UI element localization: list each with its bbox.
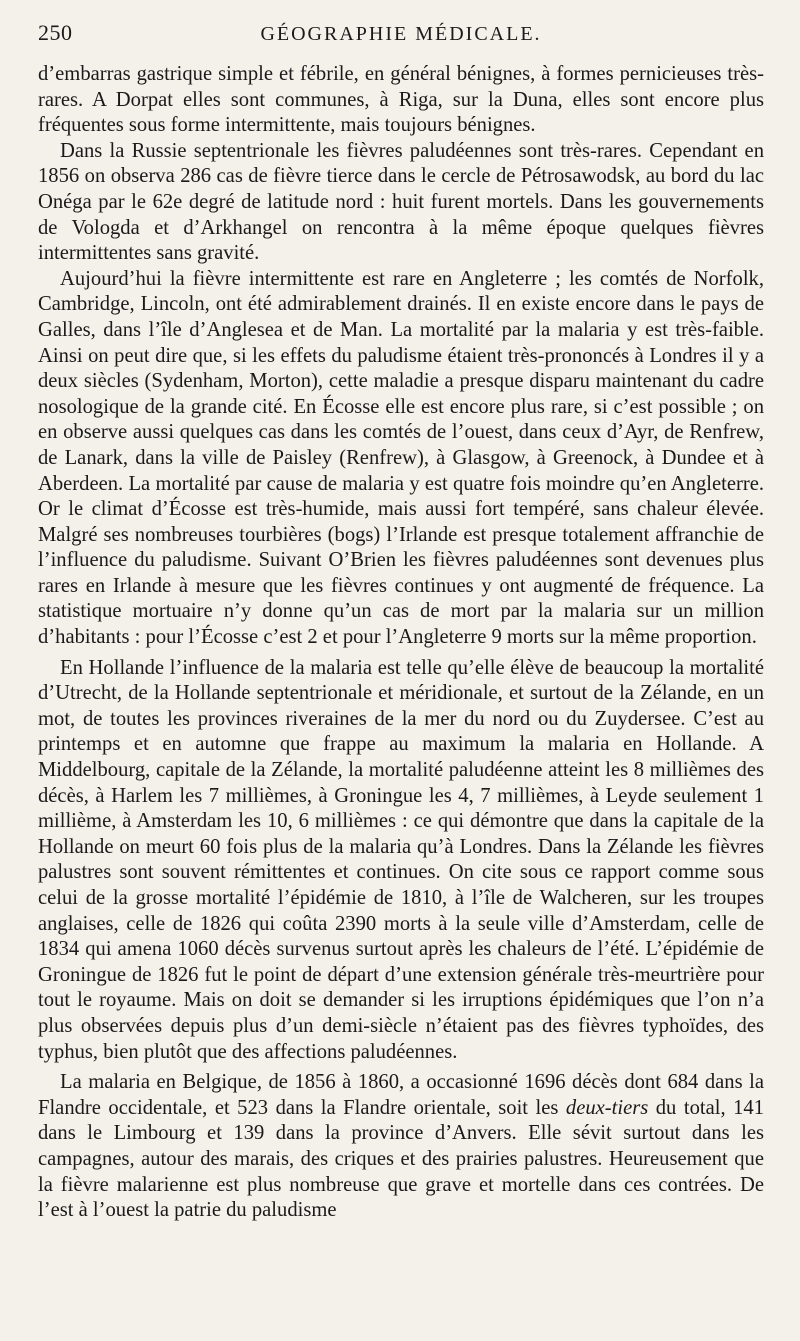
- paragraph-belgium: [38, 1070, 764, 1224]
- page-number: 250: [38, 20, 73, 45]
- belgium-italic-term: deux-tiers: [565, 1096, 649, 1119]
- running-title: GÉOGRAPHIE MÉDICALE.: [260, 23, 542, 45]
- paragraph-holland: En Hollande l’influence de la malaria est telle qu’elle élève de beaucoup la mortalité d’Utrecht, de la Hollande septentrionale et méridionale, et surtout de la Zélande, en un mot, de toutes les provinces riveraines de la mer du nord ou du Zuydersee. C’est au printemps et en automne que frappe au maximum la malaria en Hollande. A Middelbourg, capitale de la Zélande, la mortalité paludéenne atteint les 8 millièmes des décès, à Harlem les 7 millièmes, à Groningue les 4, 7 millièmes, à Leyde seulement 1 millième, à Amsterdam les 10, 6 millièmes : ce qui démontre que dans la capitale de la Hollande on meurt 60 fois plus de la malaria qu’à Londres. Dans la Zélande les fièvres palustres sont souvent rémittentes et continues. On cite sous ce rapport comme sous celui de la grosse mortalité l’épidémie de 1810, à l’île de Walcheren, sur les troupes anglaises, celle de 1826 qui coûta 2390 morts à la seule ville d’Amsterdam, celle de 1834 qui amena 1060 décès survenus surtout après les chaleurs de l’été. L’épidémie de Groningue de 1826 fut le point de départ d’une extension générale très-meurtrière pour tout le royaume. Mais on doit se demander si les irruptions épidémiques que l’on n’a plus observées depuis plus d’un demi-siècle n’étaient pas des fièvres typhoïdes, des typhus, bien plutôt que des affections paludéennes.: [38, 656, 764, 1063]
- belgium-text-end: du total, 141 dans le Limbourg et 139 dans la province d’Anvers. Elle sévit surtout dans les campagnes, autour des marais, des criques et des prairies palustres. Heureusement que la fièvre malarienne est plus nombreuse que grave et mortelle dans ces contrées. De l’est à l’ouest la patrie du paludisme: [38, 1096, 764, 1222]
- paragraph-continuation: d’embarras gastrique simple et fébrile, en général bénignes, à formes pernicieuses très-rares. A Dorpat elles sont communes, à Riga, sur la Duna, elles sont encore plus fréquentes sous forme intermittente, mais toujours bénignes.: [38, 63, 764, 137]
- page-header: [38, 20, 764, 62]
- belgium-text-start: La malaria en Belgique, de 1856 à 1860, a occasionné 1696 décès dont 684 dans la Flandre occidentale, et 523 dans la Flandre orientale, soit les: [38, 1071, 764, 1119]
- paragraph-russia: Dans la Russie septentrionale les fièvres paludéennes sont très-rares. Cependant en 1856 on observa 286 cas de fièvre tierce dans le cercle de Pétrosawodsk, au bord du lac Onéga par le 62e degré de latitude nord : huit furent mortels. Dans les gouvernements de Vologda et d’Arkhangel on rencontra à la même époque quelques fièvres intermittentes sans gravité.: [38, 139, 764, 265]
- paragraph-england: Aujourd’hui la fièvre intermittente est rare en Angleterre ; les comtés de Norfolk, Cambridge, Lincoln, ont été admirablement drainés. Il en existe encore dans le pays de Galles, dans l’île d’Anglesea et de Man. La mortalité par la malaria y est très-faible. Ainsi on peut dire que, si les effets du paludisme étaient très-prononcés à Londres il y a deux siècles (Sydenham, Morton), cette maladie a presque disparu maintenant du cadre nosologique de la grande cité. En Écosse elle est encore plus rare, si c’est possible ; on en observe aussi quelques cas dans les comtés de l’ouest, dans ceux d’Ayr, de Renfrew, de Lanark, dans la ville de Paisley (Renfrew), à Glasgow, à Greenock, à Dundee et à Aberdeen. La mortalité par cause de malaria y est quatre fois moindre qu’en Angleterre. Or le climat d’Écosse est très-humide, mais aussi fort tempéré, sans chaleur élevée. Malgré ses nombreuses tourbières (bogs) l’Irlande est presque totalement affranchie de l’influence du paludisme. Suivant O’Brien les fièvres paludéennes sont devenues plus rares en Irlande à mesure que les fièvres continues y ont augmenté de fréquence. La statistique mortuaire n’y donne qu’un cas de mort par la malaria sur un million d’habitants : pour l’Écosse c’est 2 et pour l’Angleterre 9 morts sur la même proportion.: [38, 267, 764, 649]
- body-text: [38, 62, 764, 1224]
